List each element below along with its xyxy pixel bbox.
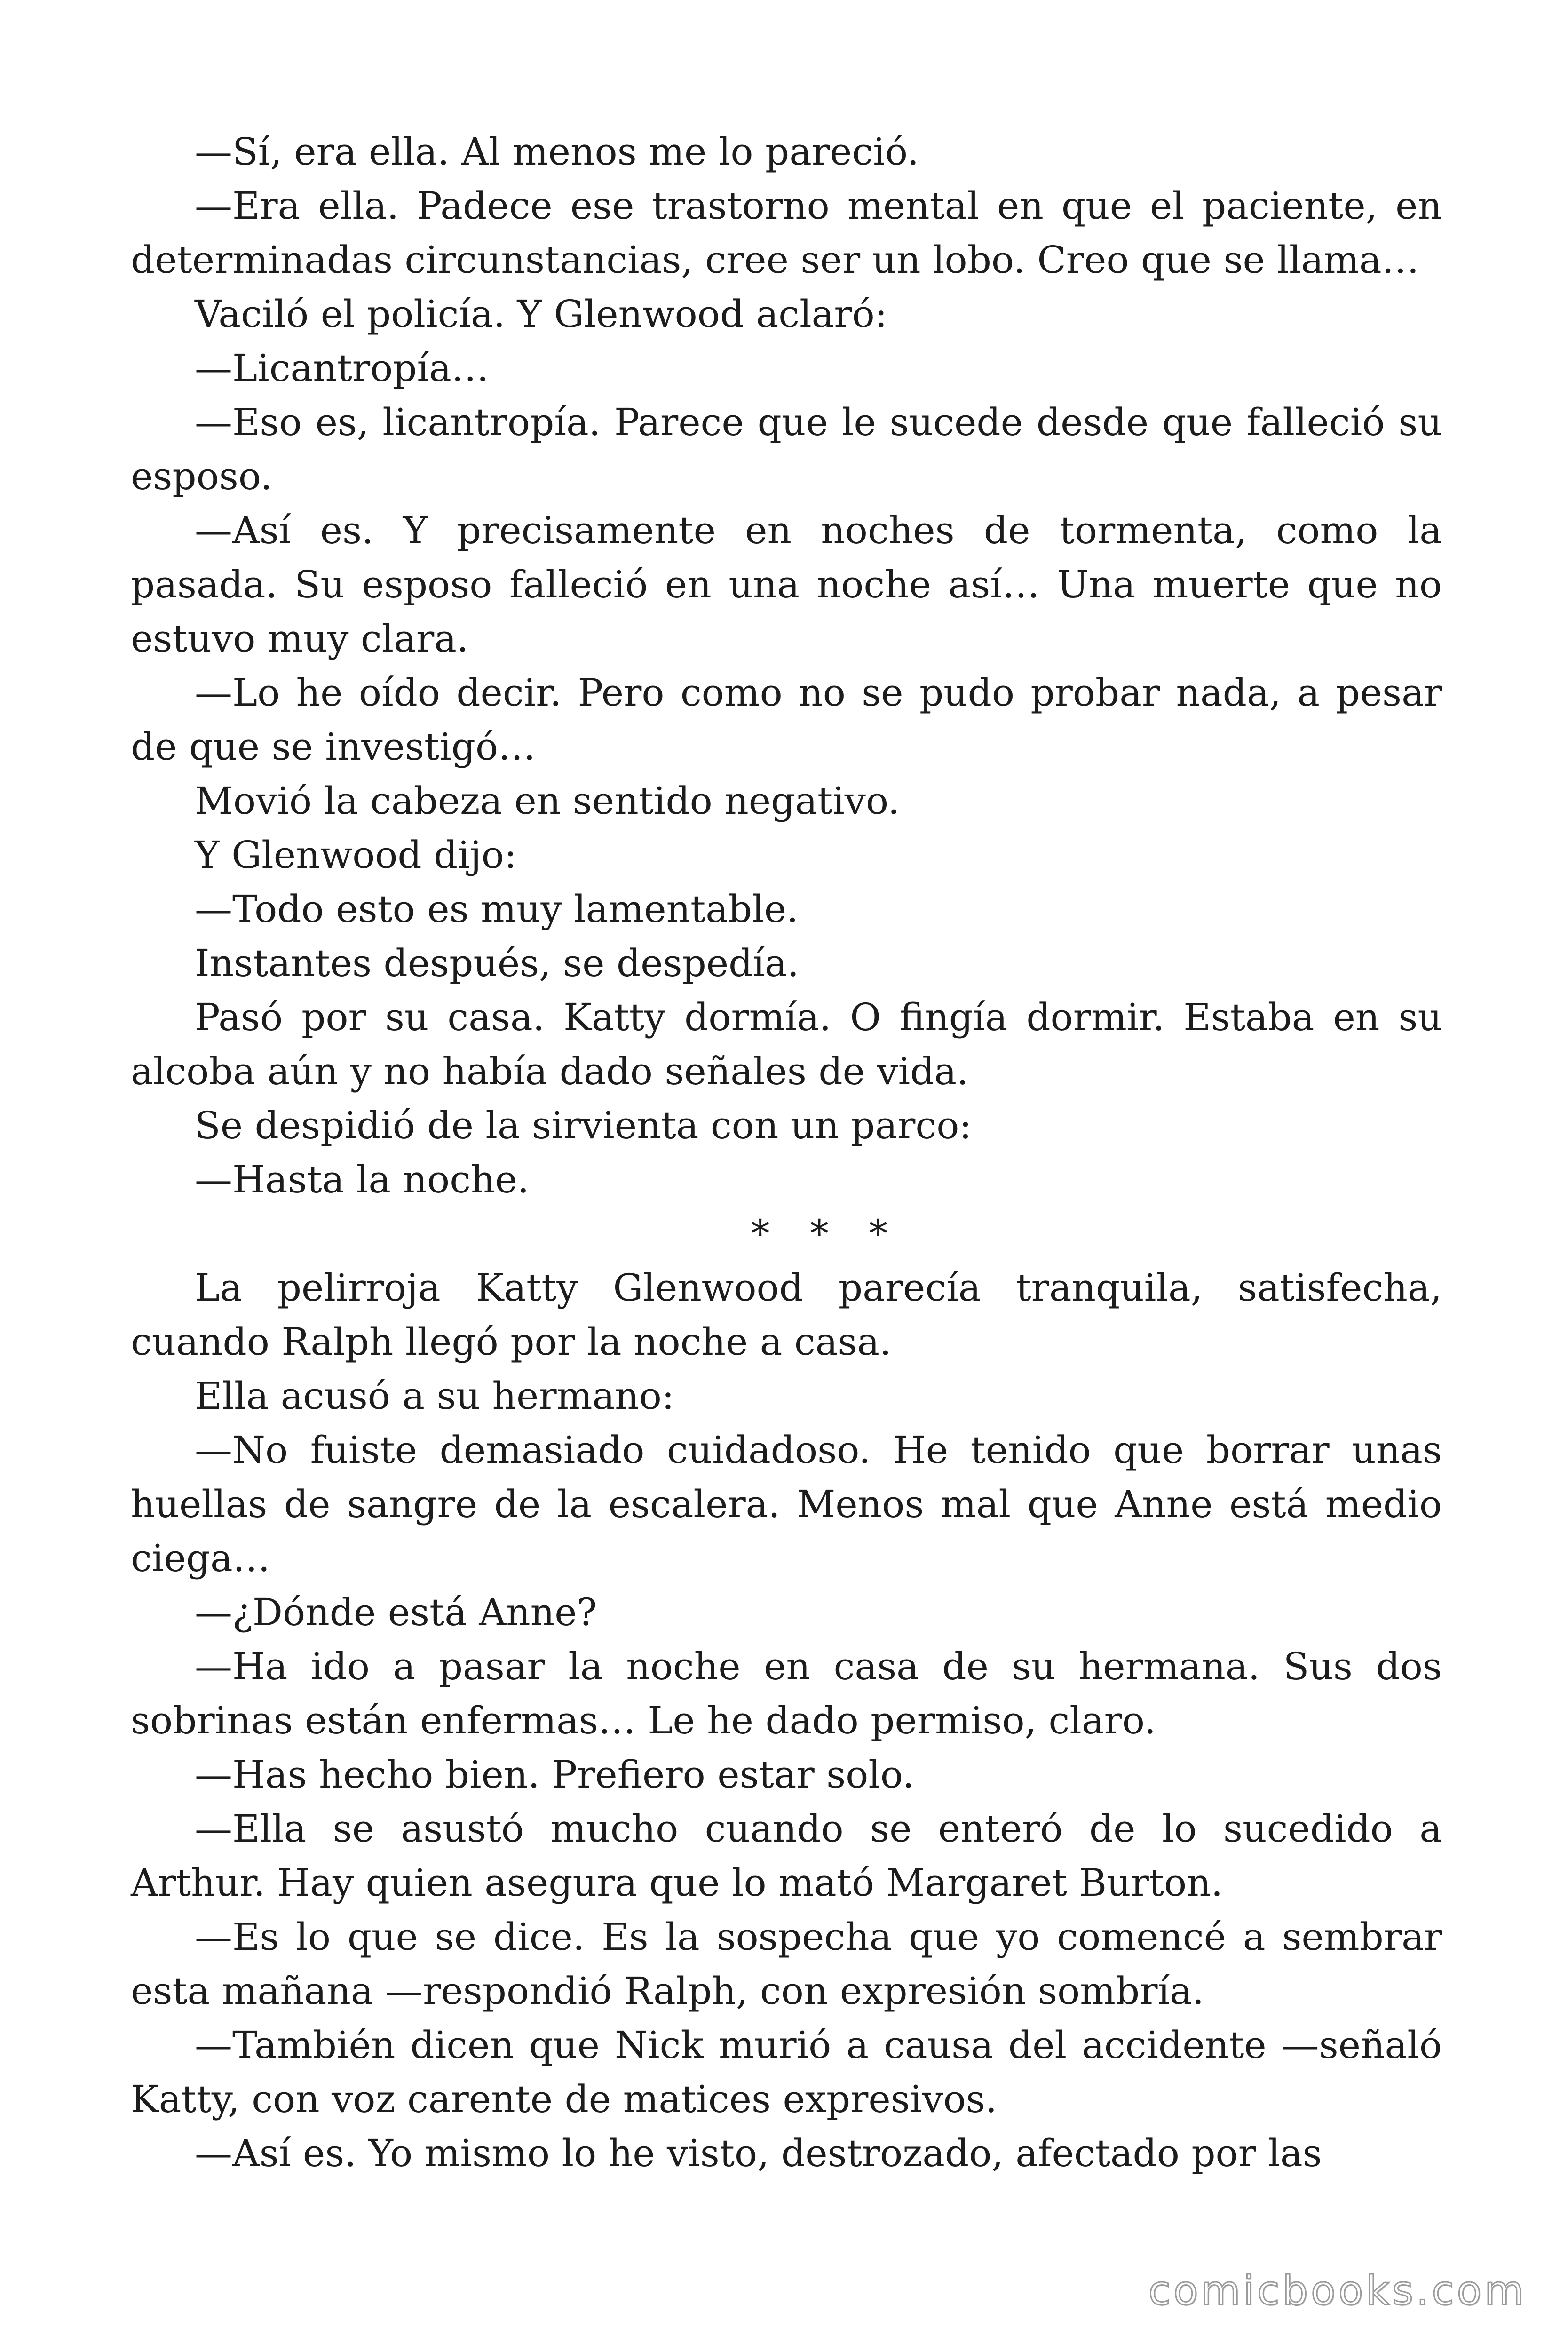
paragraph: —Ha ido a pasar la noche en casa de su hermana. Sus dos sobrinas están enfermas… Le he dado permiso, claro. (131, 1645, 1442, 1742)
paragraph: —Sí, era ella. Al menos me lo pareció. (195, 130, 919, 174)
paragraph: —¿Dónde está Anne? (195, 1590, 597, 1634)
scene-break-divider: * * * (751, 1212, 902, 1255)
paragraph: Se despidió de la sirvienta con un parco: (195, 1104, 972, 1147)
paragraph: —Eso es, licantropía. Parece que le sucede desde que falleció su esposo. (131, 400, 1442, 498)
watermark: comicbooks.com (1148, 2267, 1527, 2314)
paragraph: Movió la cabeza en sentido negativo. (195, 779, 900, 823)
paragraph: —Lo he oído decir. Pero como no se pudo probar nada, a pesar de que se investigó… (131, 671, 1442, 769)
paragraph: —Has hecho bien. Prefiero estar solo. (195, 1753, 915, 1796)
paragraph: La pelirroja Katty Glenwood parecía tranquila, satisfecha, cuando Ralph llegó por la noche a casa. (131, 1266, 1442, 1364)
paragraph: —Era ella. Padece ese trastorno mental en que el paciente, en determinadas circunstancias, cree ser un lobo. Creo que se llama… (131, 184, 1442, 282)
paragraph: —Ella se asustó mucho cuando se enteró de lo sucedido a Arthur. Hay quien asegura que lo mató Margaret Burton. (131, 1807, 1442, 1905)
paragraph: —Hasta la noche. (195, 1158, 530, 1201)
paragraph: Vaciló el policía. Y Glenwood aclaró: (195, 292, 887, 336)
paragraph: —No fuiste demasiado cuidadoso. He tenido que borrar unas huellas de sangre de la escalera. Menos mal que Anne está medio ciega… (131, 1428, 1442, 1580)
paragraph: —Es lo que se dice. Es la sospecha que yo comencé a sembrar esta mañana —respondió Ralph, con expresión sombría. (131, 1915, 1442, 2013)
paragraph: Ella acusó a su hermano: (195, 1374, 674, 1418)
paragraph: —Todo esto es muy lamentable. (195, 887, 799, 931)
paragraph: Pasó por su casa. Katty dormía. O fingía dormir. Estaba en su alcoba aún y no había dado señales de vida. (131, 995, 1442, 1093)
paragraph: —Así es. Yo mismo lo he visto, destrozado, afectado por las (195, 2131, 1322, 2175)
paragraph: —Licantropía… (195, 346, 489, 390)
page-text (131, 125, 1442, 2180)
paragraph: Y Glenwood dijo: (195, 833, 517, 877)
paragraph: —También dicen que Nick murió a causa del accidente —señaló Katty, con voz carente de matices expresivos. (131, 2023, 1442, 2121)
paragraph: —Así es. Y precisamente en noches de tormenta, como la pasada. Su esposo falleció en una noche así… Una muerte que no estuvo muy clara. (131, 509, 1442, 660)
paragraph: Instantes después, se despedía. (195, 941, 800, 985)
